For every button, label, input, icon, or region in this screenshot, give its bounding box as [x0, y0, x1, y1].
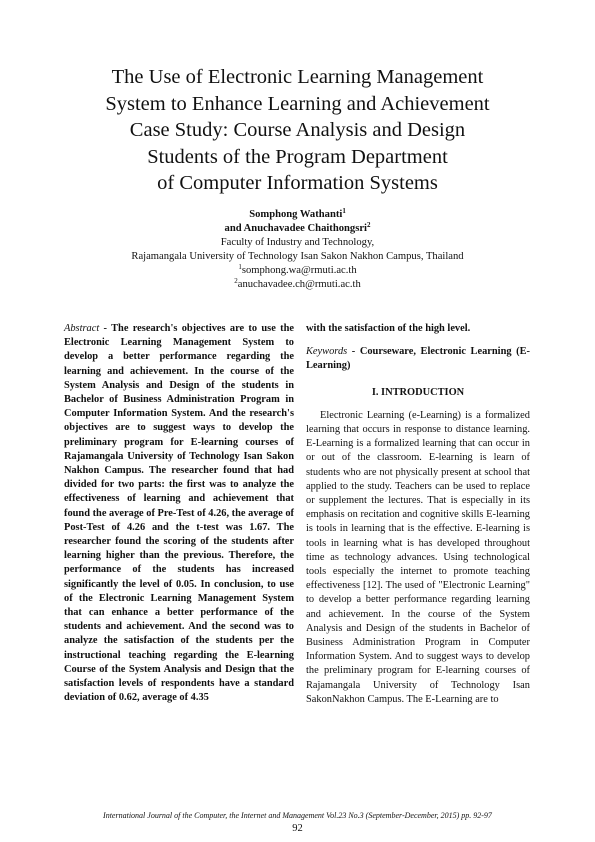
- keywords-body: - Courseware, Electronic Learning (E-Learning): [306, 346, 530, 372]
- abstract-continuation: with the satisfaction of the high level.: [306, 323, 471, 334]
- page-number: 92: [292, 823, 303, 834]
- title-line: Students of the Program Department: [147, 145, 448, 168]
- author-line-2: [40, 222, 555, 236]
- author-1-name: Somphong Wathanti: [249, 209, 343, 220]
- email-1-marker: 1: [238, 263, 242, 271]
- email-2: anuchavadee.ch@rmuti.ac.th: [237, 279, 361, 290]
- email-2-marker: 2: [234, 277, 238, 285]
- author-2-name: and Anuchavadee Chaithongsri: [224, 223, 367, 234]
- left-column: [64, 322, 294, 705]
- title-line: System to Enhance Learning and Achievement: [105, 92, 490, 115]
- author-2-marker: 2: [366, 221, 371, 229]
- section-heading: I. INTRODUCTION: [371, 386, 465, 398]
- author-block: [40, 208, 555, 292]
- abstract-body: - The research's objectives are to use the Electronic Learning Management System to develop a better performance regarding the learning and achievement. In the course of the System Analysis and Design of the students in Bachelor of Business Administration Program in Computer Information System. And the research's objectives are to suggest ways to develop the preliminary program for E-learning courses of Rajamangala University of Technology Isan Sakon Nakhon Campus. The researcher found that had divided for two parts: the first was to analyze the effectiveness of learning and achievement that found the average of Pre-Test of 4.26, the average of Post-Test of 4.26 and the t-test was 1.67. The researcher found the scoring of the students after learning higher than the previous. Therefore, the performance of the students has increased significantly the level of 0.05. In conclusion, to use of the Electronic Learning Management System that can enhance a better performance of the students and achievement. And the second was to analyze the satisfaction of the students per the instructional teaching regarding the E-learning Course of the System Analysis and Design that the satisfaction levels of respondents have a standard deviation of 0.62, average of 4.35: [64, 323, 294, 704]
- title-line: Case Study: Course Analysis and Design: [129, 119, 466, 141]
- paper-title: [40, 64, 555, 197]
- title-line: The Use of Electronic Learning Management: [111, 66, 484, 88]
- email-line-2: [40, 278, 555, 292]
- affiliation-line-2: Rajamangala University of Technology Isan Sakon Nakhon Campus, Thailand: [131, 251, 464, 262]
- email-1: somphong.wa@rmuti.ac.th: [241, 265, 357, 276]
- right-column: [306, 322, 530, 707]
- author-line-1: [40, 208, 555, 222]
- affiliation-line-1: Faculty of Industry and Technology,: [220, 237, 375, 248]
- abstract-label: Abstract: [64, 323, 100, 334]
- email-line-1: [40, 264, 555, 278]
- journal-footer: International Journal of the Computer, the Internet and Management Vol.23 No.3 (September-December, 2015) pp. 92-97: [103, 811, 492, 820]
- title-line: of Computer Information Systems: [157, 172, 438, 194]
- keywords-paragraph: [306, 345, 530, 373]
- introduction-paragraph: Electronic Learning (e-Learning) is a formalized learning that occurs in response to distance learning. E-Learning is a formalized learning that can occur in or out of the classroom. E-learning is learn of students who are not physically present at school that applied to the study. Teachers can be used to replace or supplement the lectures. That is especially in its emphasis on recitation and cognitive skills E-learning is tools in learning that is the effective. E-learning is tools in learning what is has developed throughout time as technology advances. Using technological tools especially the internet to promote teaching effectiveness [12]. The used of "Electronic Learning" to develop a better performance regarding learning and achievement. In the course of the System Analysis and Design of the students in Bachelor of Business Administration Program in Computer Information System. And to suggest ways to develop the preliminary program for E-learning courses of Rajamangala University of Technology Isan SakonNakhon Campus. The E-Learning are to: [306, 409, 530, 705]
- abstract-paragraph: [64, 322, 294, 705]
- author-1-marker: 1: [342, 207, 346, 215]
- keywords-label: Keywords: [306, 346, 348, 358]
